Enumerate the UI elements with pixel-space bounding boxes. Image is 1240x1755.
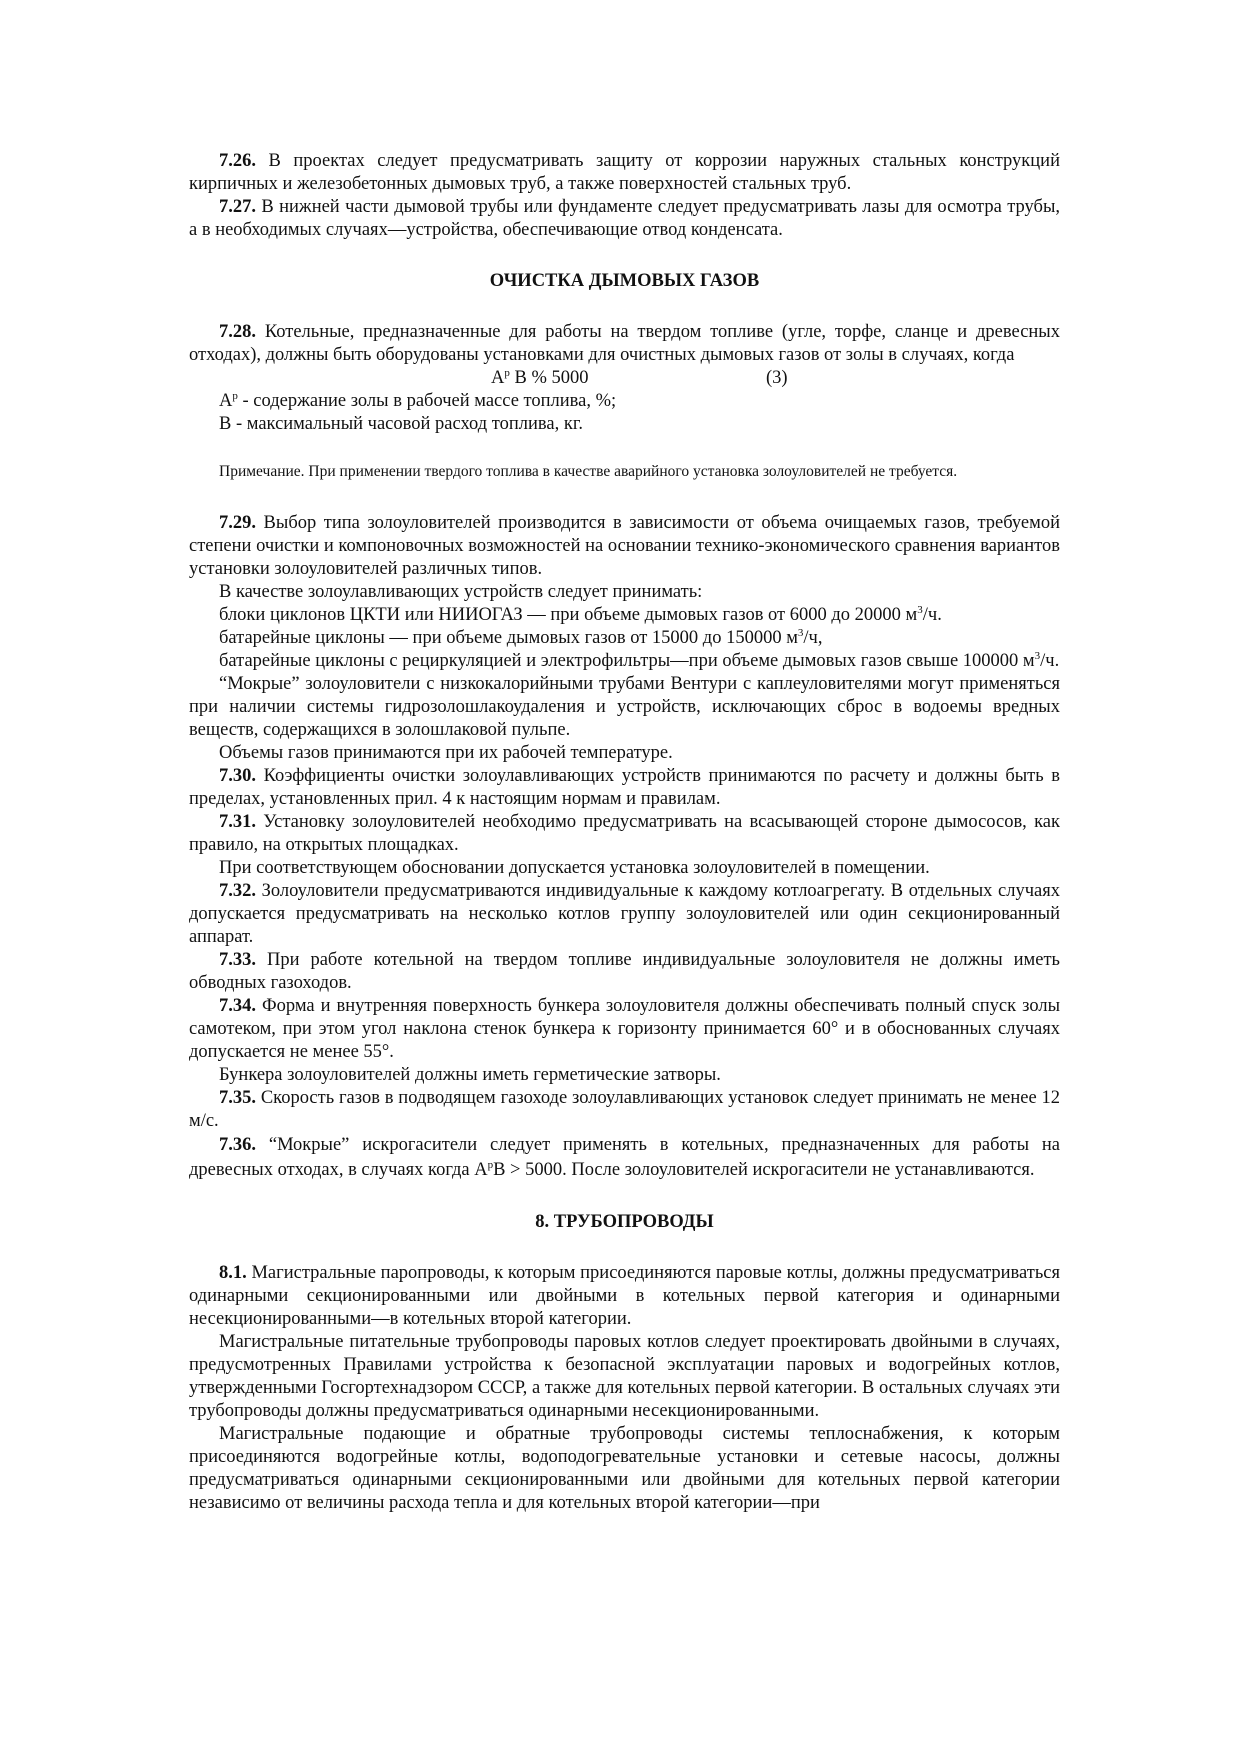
paragraph-7-33 xyxy=(189,949,1060,995)
paragraph-7-27 xyxy=(189,196,1060,242)
clause-number: 7.31. xyxy=(219,812,256,832)
section-heading-pipelines: 8. ТРУБОПРОВОДЫ xyxy=(535,1212,714,1232)
clause-number: 7.29. xyxy=(219,513,256,533)
paragraph-7-28 xyxy=(189,321,1060,367)
list-item: батарейные циклоны с рециркуляцией и электрофильтры—при объеме дымовых газов свыше 100000 $м^3/ч$. xyxy=(219,649,1060,671)
clause-number: 7.35. xyxy=(219,1088,256,1108)
paragraph-text: Коэффициенты очистки золоулавливающих устройств принимаются по расчету и должны быть в пределах, установленных прил. 4 к настоящим нормам и правилам. xyxy=(189,766,1060,809)
list-item: блоки циклонов ЦКТИ или НИИОГАЗ — при объеме дымовых газов от 6000 до 20000 $м^3/ч$. xyxy=(219,603,942,625)
paragraph-7-36: 7.36. “Мокрые” искрогасители следует применять в котельных, предназначенных для работы на древесных отходах, в случаях когда $А^рВ > 5000$. После золоуловителей искрогасители не устанавливаются. xyxy=(189,1135,1060,1180)
paragraph-text: При работе котельной на твердом топливе индивидуальные золоуловителя не должны иметь обводных газоходов. xyxy=(189,950,1060,993)
paragraph-text: В нижней части дымовой трубы или фундаменте следует предусматривать лазы для осмотра трубы, а в необходимых случаях—устройства, обеспечивающие отвод конденсата. xyxy=(189,197,1060,240)
formula-number: (3) xyxy=(766,368,788,388)
paragraph-text: Выбор типа золоуловителей производится в зависимости от объема очищаемых газов, требуемой степени очистки и компоновочных возможностей на основании технико-экономического сравнения вариантов установки золоуловителей различных типов. xyxy=(189,513,1060,579)
formula-expression: $А^р$ В % 5000 xyxy=(491,366,589,388)
paragraph-text: Скорость газов в подводящем газоходе золоулавливающих установок следует принимать не менее 12 м/с. xyxy=(189,1088,1060,1131)
clause-number: 7.36. xyxy=(219,1135,256,1155)
paragraph-text: При соответствующем обосновании допускается установка золоуловителей в помещении. xyxy=(219,858,930,878)
section-heading-flue-gas-cleaning: ОЧИСТКА ДЫМОВЫХ ГАЗОВ xyxy=(489,271,760,291)
paragraph-text: В качестве золоулавливающих устройств следует принимать: xyxy=(219,582,703,602)
paragraph-text: Золоуловители предусматриваются индивидуальные к каждому котлоагрегату. В отдельных случаях допускается предусматривать на несколько котлов группу золоуловителей или один секционированный аппарат. xyxy=(189,881,1060,947)
clause-number: 7.28. xyxy=(219,322,256,342)
paragraph-text: Котельные, предназначенные для работы на твердом топливе (угле, торфе, сланце и древесных отходах), должны быть оборудованы установками для очистных дымовых газов от золы в случаях, когда xyxy=(189,322,1060,365)
clause-number: 7.26. xyxy=(219,151,256,171)
paragraph-text: Магистральные питательные трубопроводы паровых котлов следует проектировать двойными в случаях, предусмотренных Правилами устройства к безопасной эксплуатации паровых и водогрейных котлов, утвержденными Госгортехнадзором СССР, а также для котельных первой категории. В остальных случаях эти трубопроводы должны предусматриваться одинарными несекционированными. xyxy=(189,1332,1060,1421)
list-item: батарейные циклоны — при объеме дымовых газов от 15000 до 150000 $м^3/ч$, xyxy=(219,626,823,648)
clause-number: 7.27. xyxy=(219,197,256,217)
clause-number: 7.30. xyxy=(219,766,256,786)
definition-ash-content: $А^р$ - содержание золы в рабочей массе топлива, %; xyxy=(219,389,617,411)
formula-3 xyxy=(189,367,1060,390)
note: Примечание. При применении твердого топлива в качестве аварийного установка золоуловителей не требуется. xyxy=(219,463,958,480)
clause-number: 7.33. xyxy=(219,950,256,970)
paragraph-8-1 xyxy=(189,1262,1060,1331)
paragraph-text: “Мокрые” золоуловители с низкокалорийными трубами Вентури с каплеуловителями могут применяться при наличии системы гидрозолошлакоудаления и устройств, исключающих сброс в водоемы вредных веществ, содержащихся в золошлаковой пульпе. xyxy=(189,674,1060,740)
paragraph-7-35 xyxy=(189,1087,1060,1133)
clause-number: 7.34. xyxy=(219,996,256,1016)
paragraph-text: Магистральные паропроводы, к которым присоединяются паровые котлы, должны предусматриваться одинарными секционированными или двойными в котельных первой категория и одинарными несекционированными—в котельных второй категории. xyxy=(189,1263,1060,1329)
paragraph-7-31 xyxy=(189,811,1060,857)
paragraph-text: Форма и внутренняя поверхность бункера золоуловителя должны обеспечивать полный спуск золы самотеком, при этом угол наклона стенок бункера к горизонту принимается 60° и в обоснованных случаях допускается не менее 55°. xyxy=(189,996,1060,1062)
paragraph-text: Установку золоуловителей необходимо предусматривать на всасывающей стороне дымососов, как правило, на открытых площадках. xyxy=(189,812,1060,855)
paragraph-7-26 xyxy=(189,150,1060,196)
paragraph-text: Бункера золоуловителей должны иметь герметические затворы. xyxy=(219,1065,721,1085)
paragraph-text: В проектах следует предусматривать защиту от коррозии наружных стальных конструкций кирпичных и железобетонных дымовых труб, а также поверхностей стальных труб. xyxy=(189,151,1060,194)
paragraph-7-34 xyxy=(189,995,1060,1064)
paragraph-7-29 xyxy=(189,512,1060,581)
definition-fuel-consumption: В - максимальный часовой расход топлива, кг. xyxy=(219,414,583,434)
paragraph-7-32 xyxy=(189,880,1060,949)
paragraph-7-30 xyxy=(189,765,1060,811)
clause-number: 7.32. xyxy=(219,881,256,901)
document-page xyxy=(189,150,1060,1515)
paragraph-text: Объемы газов принимаются при их рабочей температуре. xyxy=(219,743,673,763)
clause-number: 8.1. xyxy=(219,1263,247,1283)
paragraph-text: Магистральные подающие и обратные трубопроводы системы теплоснабжения, к которым присоединяются водогрейные котлы, водоподогревательные установки и сетевые насосы, должны предусматриваться одинарными секционированными или двойными для котельных первой категории независимо от величины расхода тепла и для котельных второй категории—при xyxy=(189,1424,1060,1513)
